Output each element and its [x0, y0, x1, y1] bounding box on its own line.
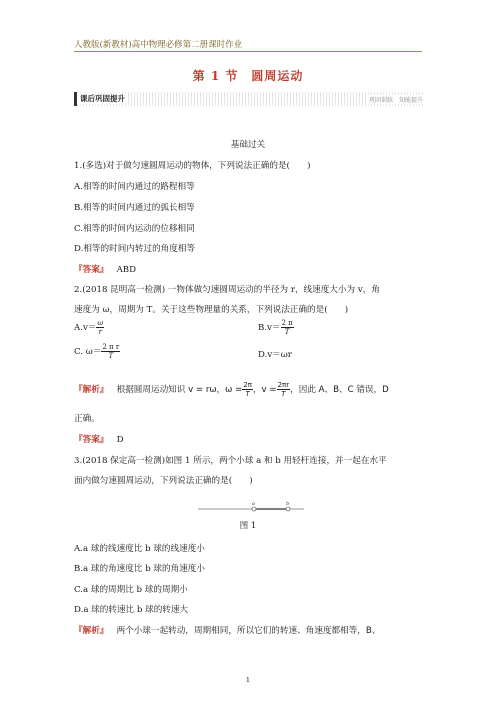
q1-option-c: C.相等的时间内运动的位移相同	[74, 224, 195, 234]
analysis-text: ，因此 A、B、C 错误，D	[290, 385, 389, 395]
q1-answer	[74, 264, 136, 276]
q2-option-c	[74, 343, 120, 360]
q2-stem-line2: 速度为 ω，周期为 T。关于这些物理量的关系，下列说法正确的是( )	[74, 305, 349, 315]
q2-answer	[74, 434, 123, 446]
label-a: a	[252, 501, 255, 507]
section-band	[74, 92, 425, 106]
ball-b	[286, 507, 290, 511]
option-label: C. ω＝	[74, 347, 102, 357]
band-left-label: 课后巩固提升	[77, 93, 128, 104]
frac-num: 2 π	[281, 319, 293, 327]
analysis-text: ，v =	[252, 385, 277, 395]
frac-den: T	[245, 390, 250, 398]
label-b: b	[286, 501, 290, 507]
q3-analysis	[74, 625, 380, 637]
frac-num: 2πr	[277, 381, 290, 389]
answer-value: D	[116, 435, 124, 445]
q2-option-d: D.v＝ωr	[258, 350, 292, 360]
analysis-text: 两个小球一起转动，周期相同，所以它们的转速、角速度都相等，B、	[116, 626, 381, 636]
band-right-label: 巩固训练 知能提升	[368, 97, 423, 104]
q2-stem-line1: 2.(2018 昆明高一检测) 一物体做匀速圆周运动的半径为 r，线速度大小为 v，角	[74, 285, 380, 295]
answer-tag: 『答案』	[74, 265, 109, 275]
answer-value: ABD	[116, 265, 137, 275]
figure-caption: 图 1	[239, 521, 257, 531]
frac-num: ω	[97, 319, 104, 327]
page-number: 1	[245, 676, 251, 684]
frac-den: T	[281, 390, 286, 398]
q1-option-b: B.相等的时间内通过的弧长相等	[74, 203, 195, 213]
q3-stem-line1: 3.(2018 保定高一检测)如图 1 所示，两个小球 a 和 b 用轻杆连接，并一起在水平	[74, 456, 387, 466]
q2-option-a	[74, 319, 104, 336]
frac-num: 2π	[243, 381, 252, 389]
q3-stem-line2: 面内做匀速圆周运动，下列说法正确的是( )	[74, 476, 253, 486]
q2-option-b	[258, 319, 294, 336]
q3-option-c: C.a 球的周期比 b 球的周期小	[74, 585, 188, 595]
analysis-text: 根据圆周运动知识 v = rω，ω =	[116, 385, 243, 395]
option-label: A.v＝	[74, 323, 97, 333]
frac-den: T	[108, 352, 114, 360]
ball-a	[252, 507, 256, 511]
q1-option-d: D.相等的时间内转过的角度相等	[74, 244, 196, 254]
frac-den: r	[98, 328, 102, 336]
answer-tag: 『答案』	[74, 435, 109, 445]
analysis-tag: 『解析』	[74, 385, 109, 395]
section-title: 第 1 节 圆周运动	[192, 69, 304, 83]
q1-stem: 1.(多选)对于做匀速圆周运动的物体，下列说法正确的是( )	[74, 161, 311, 171]
header-rule	[74, 51, 422, 52]
analysis-tag: 『解析』	[74, 626, 109, 636]
figure-1-diagram	[196, 498, 306, 514]
q3-option-d: D.a 球的转速比 b 球的转速大	[74, 605, 189, 615]
frac-den: T	[284, 328, 290, 336]
book-header: 人教版(新教材)高中物理必修第二册课时作业	[74, 40, 243, 50]
q2-analysis-cont: 正确。	[74, 414, 100, 424]
frac-num: 2 π r	[102, 343, 120, 351]
option-label: B.v＝	[258, 323, 281, 333]
q1-option-a: A.相等的时间内通过的路程相等	[74, 182, 195, 192]
q3-option-a: A.a 球的线速度比 b 球的线速度小	[74, 544, 205, 554]
q2-analysis	[74, 381, 389, 398]
subsection-heading: 基础过关	[230, 140, 266, 150]
q3-option-b: B.a 球的角速度比 b 球的角速度小	[74, 564, 205, 574]
